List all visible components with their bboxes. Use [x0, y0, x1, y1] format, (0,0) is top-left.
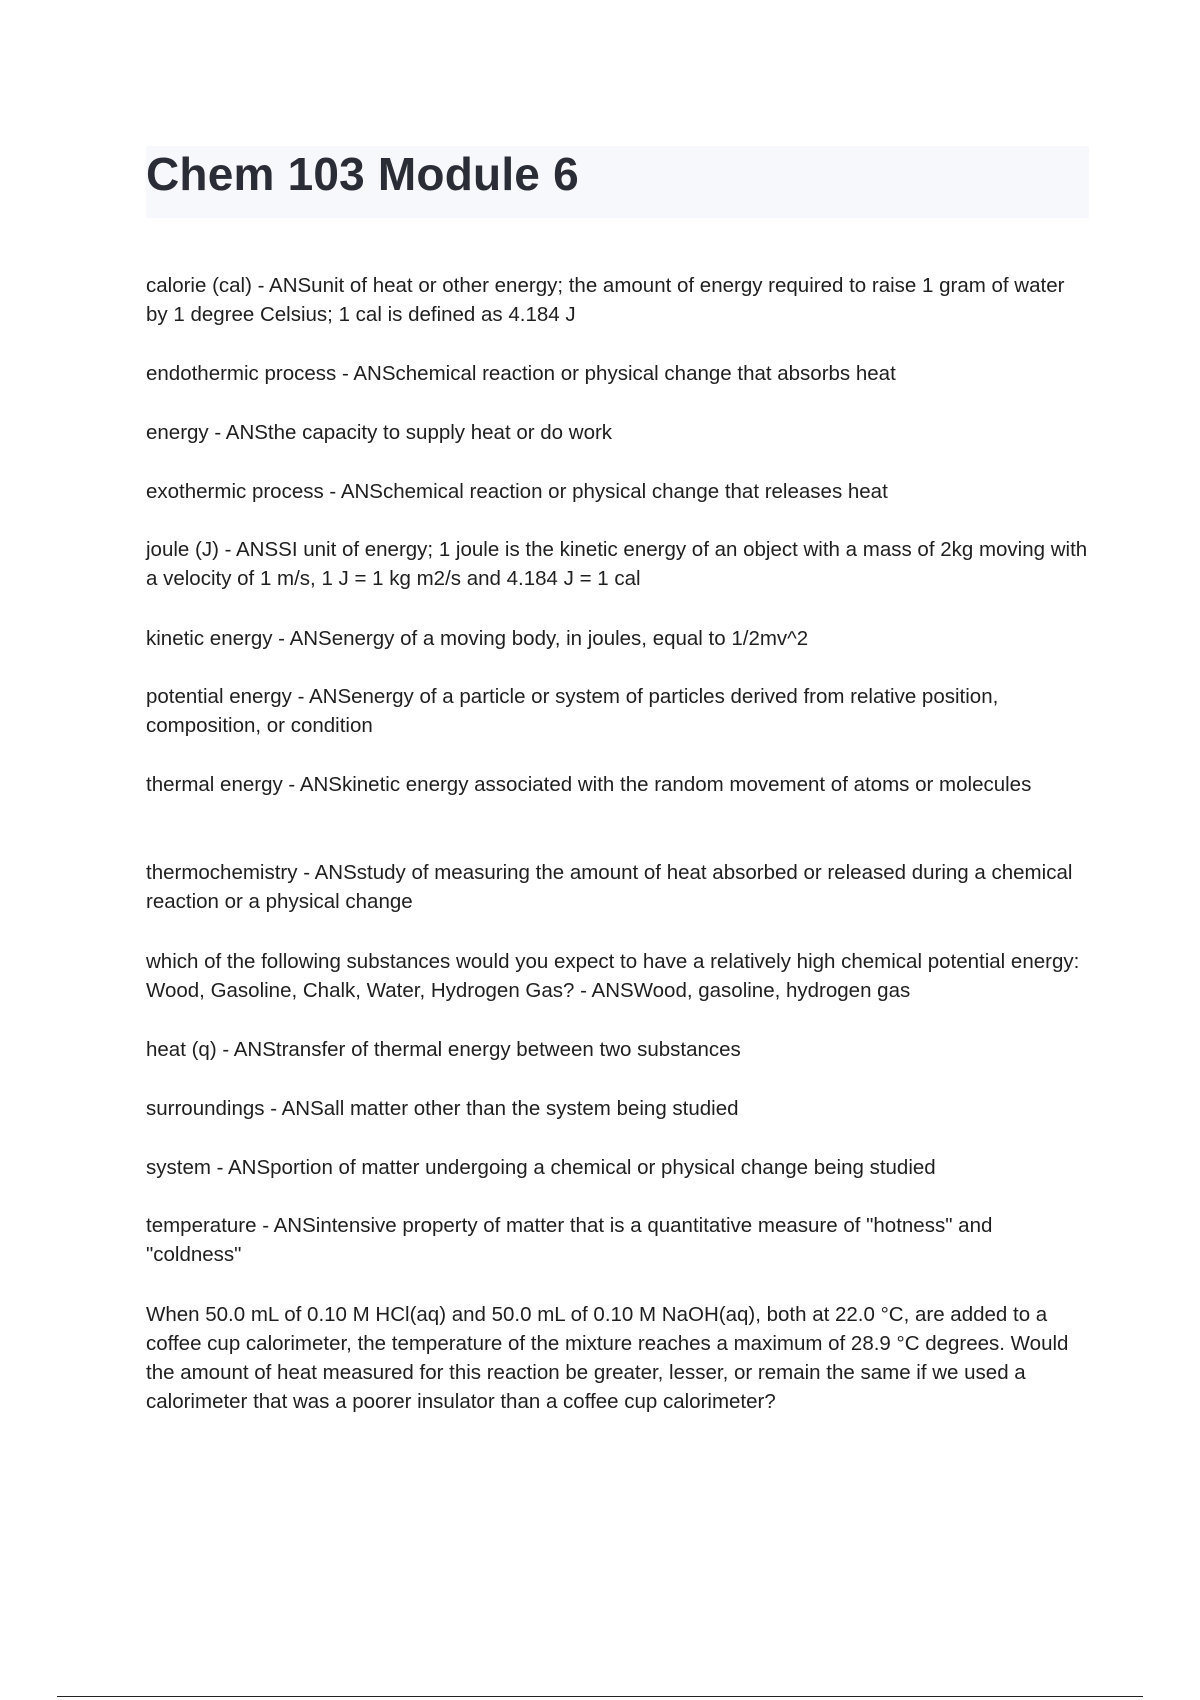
qa-entry-endothermic: endothermic process - ANSchemical reaction or physical change that absorbs heat — [146, 362, 896, 385]
qa-entry-joule: joule (J) - ANSSI unit of energy; 1 joule is the kinetic energy of an object with a mass of 2kg moving with a velocity of 1 m/s, 1 J = 1 kg m2/s and 4.184 J = 1 cal — [146, 538, 1088, 590]
qa-entry-kinetic-energy: kinetic energy - ANSenergy of a moving body, in joules, equal to 1/2mv^2 — [146, 627, 809, 650]
qa-entry-thermal-energy: thermal energy - ANSkinetic energy associated with the random movement of atoms or molecules — [146, 773, 1032, 796]
footer-rule — [57, 1696, 1143, 1697]
qa-entry-thermochemistry: thermochemistry - ANSstudy of measuring the amount of heat absorbed or released during a chemical reaction or a physical change — [146, 861, 1073, 913]
qa-entry-calorimeter-question: When 50.0 mL of 0.10 M HCl(aq) and 50.0 mL of 0.10 M NaOH(aq), both at 22.0 °C, are added to a coffee cup calorimeter, the temperature of the mixture reaches a maximum of 28.9 °C degrees. Would the amount of heat measured for this reaction be greater, lesser, or remain the same if we used a calorimeter that was a poorer insulator than a coffee cup calorimeter? — [146, 1303, 1069, 1413]
qa-entry-heat: heat (q) - ANStransfer of thermal energy between two substances — [146, 1038, 741, 1061]
qa-entry-temperature: temperature - ANSintensive property of matter that is a quantitative measure of "hotness" and "coldness" — [146, 1214, 993, 1266]
qa-entry-potential-question: which of the following substances would you expect to have a relatively high chemical potential energy: Wood, Gasoline, Chalk, Water, Hydrogen Gas? - ANSWood, gasoline, hydrogen gas — [146, 950, 1080, 1002]
qa-entry-energy: energy - ANSthe capacity to supply heat or do work — [146, 421, 613, 444]
qa-entry-calorie: calorie (cal) - ANSunit of heat or other energy; the amount of energy required to raise 1 gram of water by 1 degree Celsius; 1 cal is defined as 4.184 J — [146, 274, 1065, 326]
qa-entry-potential-energy: potential energy - ANSenergy of a particle or system of particles derived from relative position, composition, or condition — [146, 685, 999, 737]
qa-entry-surroundings: surroundings - ANSall matter other than the system being studied — [146, 1097, 739, 1120]
qa-entry-system: system - ANSportion of matter undergoing a chemical or physical change being studied — [146, 1156, 936, 1179]
qa-entry-exothermic: exothermic process - ANSchemical reaction or physical change that releases heat — [146, 480, 888, 503]
page-title: Chem 103 Module 6 — [146, 148, 579, 200]
